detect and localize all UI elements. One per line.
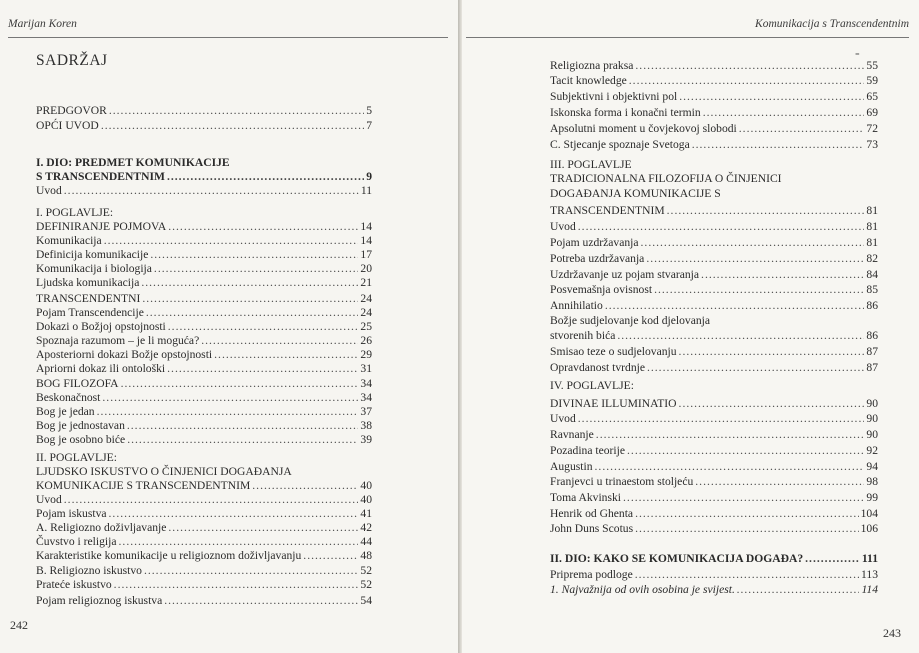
toc-entry: Subjektivni i objektivni pol ..... 65 [550, 90, 878, 104]
toc-chapter-title: TRADICIONALNA FILOZOFIJA O ČINJENICI [550, 172, 782, 185]
toc-entry: DEFINIRANJE POJMOVA ..... 14 [36, 220, 372, 234]
toc-entry: Apriorni dokaz ili ontološki ..... 31 [36, 362, 372, 376]
running-header-author: Marijan Koren [8, 18, 77, 30]
toc-entry: Franjevci u trinaestom stoljeću ..... 98 [550, 475, 878, 489]
toc-entry: Apsolutni moment u čovjekovoj slobodi ..... 72 [550, 122, 878, 136]
pencil-mark: - [855, 46, 860, 61]
toc-entry: Ljudska komunikacija ..... 21 [36, 276, 372, 290]
right-page [462, 0, 919, 653]
toc-entry: 1. Najvažnija od ovih osobina je svijest. ..... 114 [550, 583, 878, 597]
toc-entry: Pozadina teorije ..... 92 [550, 444, 878, 458]
toc-entry: Bog je osobno biće ..... 39 [36, 433, 372, 447]
toc-entry: Dokazi o Božjoj opstojnosti ..... 25 [36, 320, 372, 334]
toc-entry: Komunikacija ..... 14 [36, 234, 372, 248]
toc-entry: C. Stjecanje spoznaje Svetoga ..... 73 [550, 138, 878, 152]
toc-entry: B. Religiozno iskustvo ..... 52 [36, 564, 372, 578]
toc-entry: Priprema podloge ..... 113 [550, 568, 878, 582]
toc-entry: Annihilatio ..... 86 [550, 299, 878, 313]
toc-entry: Uvod ..... 40 [36, 493, 372, 507]
toc-entry: Tacit knowledge ..... 59 [550, 74, 878, 88]
toc-entry: Ravnanje ..... 90 [550, 428, 878, 442]
toc-entry: Augustin ..... 94 [550, 460, 878, 474]
toc-entry: Prateće iskustvo ..... 52 [36, 578, 372, 592]
toc-entry: PREDGOVOR ..... 5 [36, 104, 372, 118]
toc-entry: OPĆI UVOD ..... 7 [36, 119, 372, 133]
toc-entry: Henrik od Ghenta ..... 104 [550, 507, 878, 521]
toc-entry: Potreba uzdržavanja ..... 82 [550, 252, 878, 266]
toc-chapter-heading: IV. POGLAVLJE: [550, 379, 634, 392]
toc-entry: Bog je jednostavan ..... 38 [36, 419, 372, 433]
toc-entry: Spoznaja razumom – je li moguća? ..... 26 [36, 334, 372, 348]
page-number: 243 [883, 626, 901, 640]
toc-entry: Aposteriorni dokazi Božje opstojnosti ..... 29 [36, 348, 372, 362]
toc-chapter-heading: III. POGLAVLJE [550, 158, 632, 171]
toc-entry: Beskonačnost ..... 34 [36, 391, 372, 405]
toc-entry: John Duns Scotus ..... 106 [550, 522, 878, 536]
toc-entry-line: Božje sudjelovanje kod djelovanja [550, 314, 711, 327]
toc-entry: A. Religiozno doživljavanje ..... 42 [36, 521, 372, 535]
toc-part-heading: I. DIO: PREDMET KOMUNIKACIJE [36, 156, 230, 169]
toc-chapter-title: LJUDSKO ISKUSTVO O ČINJENICI DOGAĐANJA [36, 465, 292, 478]
toc-chapter-title: DOGAĐANJA KOMUNIKACIJE S [550, 187, 721, 200]
toc-entry: Uvod ..... 81 [550, 220, 878, 234]
toc-entry: Religiozna praksa ..... 55 [550, 59, 878, 73]
toc-entry: Čuvstvo i religija ..... 44 [36, 535, 372, 549]
toc-entry: DIVINAE ILLUMINATIO ..... 90 [550, 397, 878, 411]
toc-entry: Bog je jedan ..... 37 [36, 405, 372, 419]
toc-entry: Pojam iskustva ..... 41 [36, 507, 372, 521]
toc-entry: Uzdržavanje uz pojam stvaranja ..... 84 [550, 268, 878, 282]
toc-entry: Posvemašnja ovisnost ..... 85 [550, 283, 878, 297]
running-header-title: Komunikacija s Transcendentnim [755, 18, 909, 30]
toc-entry: Smisao teze o sudjelovanju ..... 87 [550, 345, 878, 359]
toc-entry: Uvod ..... 90 [550, 412, 878, 426]
toc-entry: TRANSCENDENTNI ..... 24 [36, 292, 372, 306]
header-rule [8, 37, 448, 38]
toc-entry: S TRANSCENDENTNIM ..... 9 [36, 170, 372, 184]
toc-entry: Pojam Transcendencije ..... 24 [36, 306, 372, 320]
toc-entry: Toma Akvinski ..... 99 [550, 491, 878, 505]
toc-entry: BOG FILOZOFA ..... 34 [36, 377, 372, 391]
page-title: SADRŽAJ [36, 52, 108, 69]
toc-entry: TRANSCENDENTNIM ..... 81 [550, 204, 878, 218]
toc-chapter-heading: I. POGLAVLJE: [36, 206, 114, 219]
header-rule [466, 37, 909, 38]
toc-entry: Pojam religioznog iskustva ..... 54 [36, 594, 372, 608]
toc-chapter-heading: II. POGLAVLJE: [36, 451, 117, 464]
toc-entry: Uvod ..... 11 [36, 184, 372, 198]
toc-entry: Iskonska forma i konačni termin ..... 69 [550, 106, 878, 120]
left-page [0, 0, 458, 653]
toc-entry: KOMUNIKACIJE S TRANSCENDENTNIM ..... 40 [36, 479, 372, 493]
toc-entry: Karakteristike komunikacije u religioznom doživljavanju ..... 48 [36, 549, 372, 563]
toc-entry: II. DIO: KAKO SE KOMUNIKACIJA DOGAĐA? ..... 111 [550, 552, 878, 566]
toc-entry: Pojam uzdržavanja ..... 81 [550, 236, 878, 250]
toc-entry: Komunikacija i biologija ..... 20 [36, 262, 372, 276]
toc-entry: Definicija komunikacije ..... 17 [36, 248, 372, 262]
toc-entry: Opravdanost tvrdnje ..... 87 [550, 361, 878, 375]
toc-entry: stvorenih bića ..... 86 [550, 329, 878, 343]
page-number: 242 [10, 618, 28, 632]
